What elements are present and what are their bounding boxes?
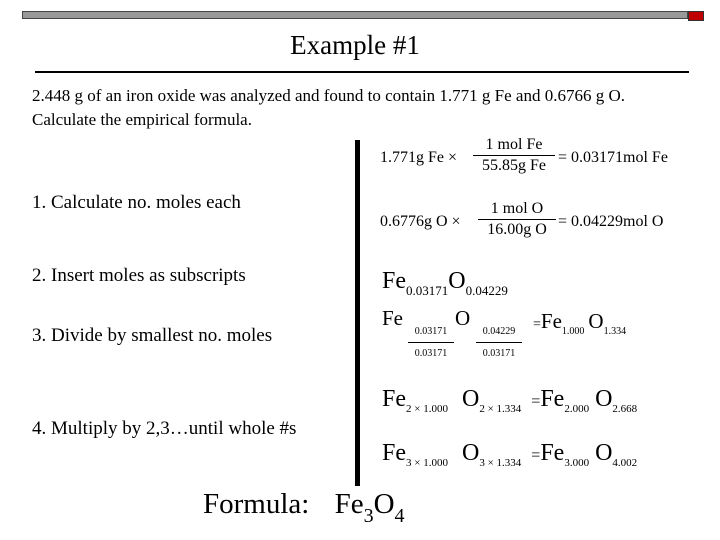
o-subscript: 3 × 1.334 (479, 457, 522, 469)
calc1-denominator: 55.85g Fe (482, 157, 546, 174)
calc2-fraction (478, 200, 556, 239)
divide-fe-numerator: 0.03171 (414, 326, 448, 337)
title-underline (35, 71, 689, 73)
fraction-bar (478, 219, 556, 220)
step-3: 3. Divide by smallest no. moles (32, 325, 273, 346)
result-fe-symbol: Fe (540, 440, 565, 466)
step-2: 2. Insert moles as subscripts (32, 265, 246, 286)
formula-o: O (373, 488, 395, 520)
fe-symbol: Fe (382, 440, 406, 466)
divide-o-fraction (476, 326, 522, 359)
equals-sign: = (531, 447, 541, 464)
fe-symbol: Fe (382, 386, 406, 412)
formula-with-moles (382, 268, 508, 299)
formula-o-subscript: 4 (394, 505, 405, 527)
divide-fe-denominator: 0.03171 (414, 348, 448, 359)
fraction-bar (476, 342, 522, 343)
divide-result (533, 309, 626, 337)
result-o-symbol: O (588, 309, 604, 333)
divide-fe-fraction (408, 326, 454, 359)
result-o-subscript: 2.668 (612, 403, 638, 415)
header-bar (22, 11, 688, 19)
result-o-symbol: O (595, 386, 613, 412)
o-subscript: 2 × 1.334 (479, 403, 522, 415)
result-o-subscript: 4.002 (612, 457, 638, 469)
formula-fe-subscript: 3 (363, 505, 374, 527)
formula-label: Formula: (203, 488, 310, 520)
fe-symbol: Fe (382, 268, 406, 294)
calc1-numerator: 1 mol Fe (485, 136, 543, 153)
divide-o-denominator: 0.03171 (482, 348, 516, 359)
formula-fe: Fe (334, 488, 364, 520)
calc2-result: = 0.04229mol O (558, 213, 664, 230)
calc2-lhs: 0.6776g O × (380, 213, 461, 230)
calc1-result: = 0.03171mol Fe (558, 149, 668, 166)
step-4: 4. Multiply by 2,3…until whole #s (32, 418, 297, 439)
step-1: 1. Calculate no. moles each (32, 192, 241, 213)
divide-fe: Fe (382, 306, 403, 330)
divide-o: O (455, 306, 471, 330)
result-fe-symbol: Fe (540, 386, 565, 412)
result-fe-symbol: Fe (540, 309, 562, 333)
o-symbol: O (448, 268, 466, 294)
divider-line (355, 140, 360, 486)
multiply-by-3 (382, 440, 637, 469)
result-fe-subscript: 3.000 (564, 457, 590, 469)
o-subscript: 0.04229 (465, 283, 508, 298)
o-symbol: O (461, 440, 480, 466)
slide-title: Example #1 (290, 30, 420, 60)
fe-subscript: 3 × 1.000 (406, 457, 448, 469)
fraction-bar (408, 342, 454, 343)
fe-subscript: 0.03171 (406, 283, 449, 298)
result-fe-subscript: 1.000 (561, 326, 585, 337)
header-bar-accent (688, 11, 704, 21)
problem-statement: 2.448 g of an iron oxide was analyzed and found to contain 1.771 g Fe and 0.6766 g O. Calculate the empirical formula. (32, 86, 625, 129)
calc2-numerator: 1 mol O (490, 200, 544, 217)
equals-sign: = (531, 393, 541, 410)
result-o-subscript: 1.334 (603, 326, 627, 337)
o-symbol: O (461, 386, 480, 412)
calc2-denominator: 16.00g O (487, 221, 547, 238)
multiply-by-2 (382, 386, 637, 415)
calc1-lhs: 1.771g Fe × (380, 149, 458, 166)
fraction-bar (473, 155, 555, 156)
result-fe-subscript: 2.000 (564, 403, 590, 415)
equals-sign: = (533, 317, 541, 332)
final-formula (203, 488, 405, 528)
divide-o-numerator: 0.04229 (482, 326, 516, 337)
calc1-fraction (473, 136, 555, 175)
fe-subscript: 2 × 1.000 (406, 403, 448, 415)
result-o-symbol: O (595, 440, 613, 466)
